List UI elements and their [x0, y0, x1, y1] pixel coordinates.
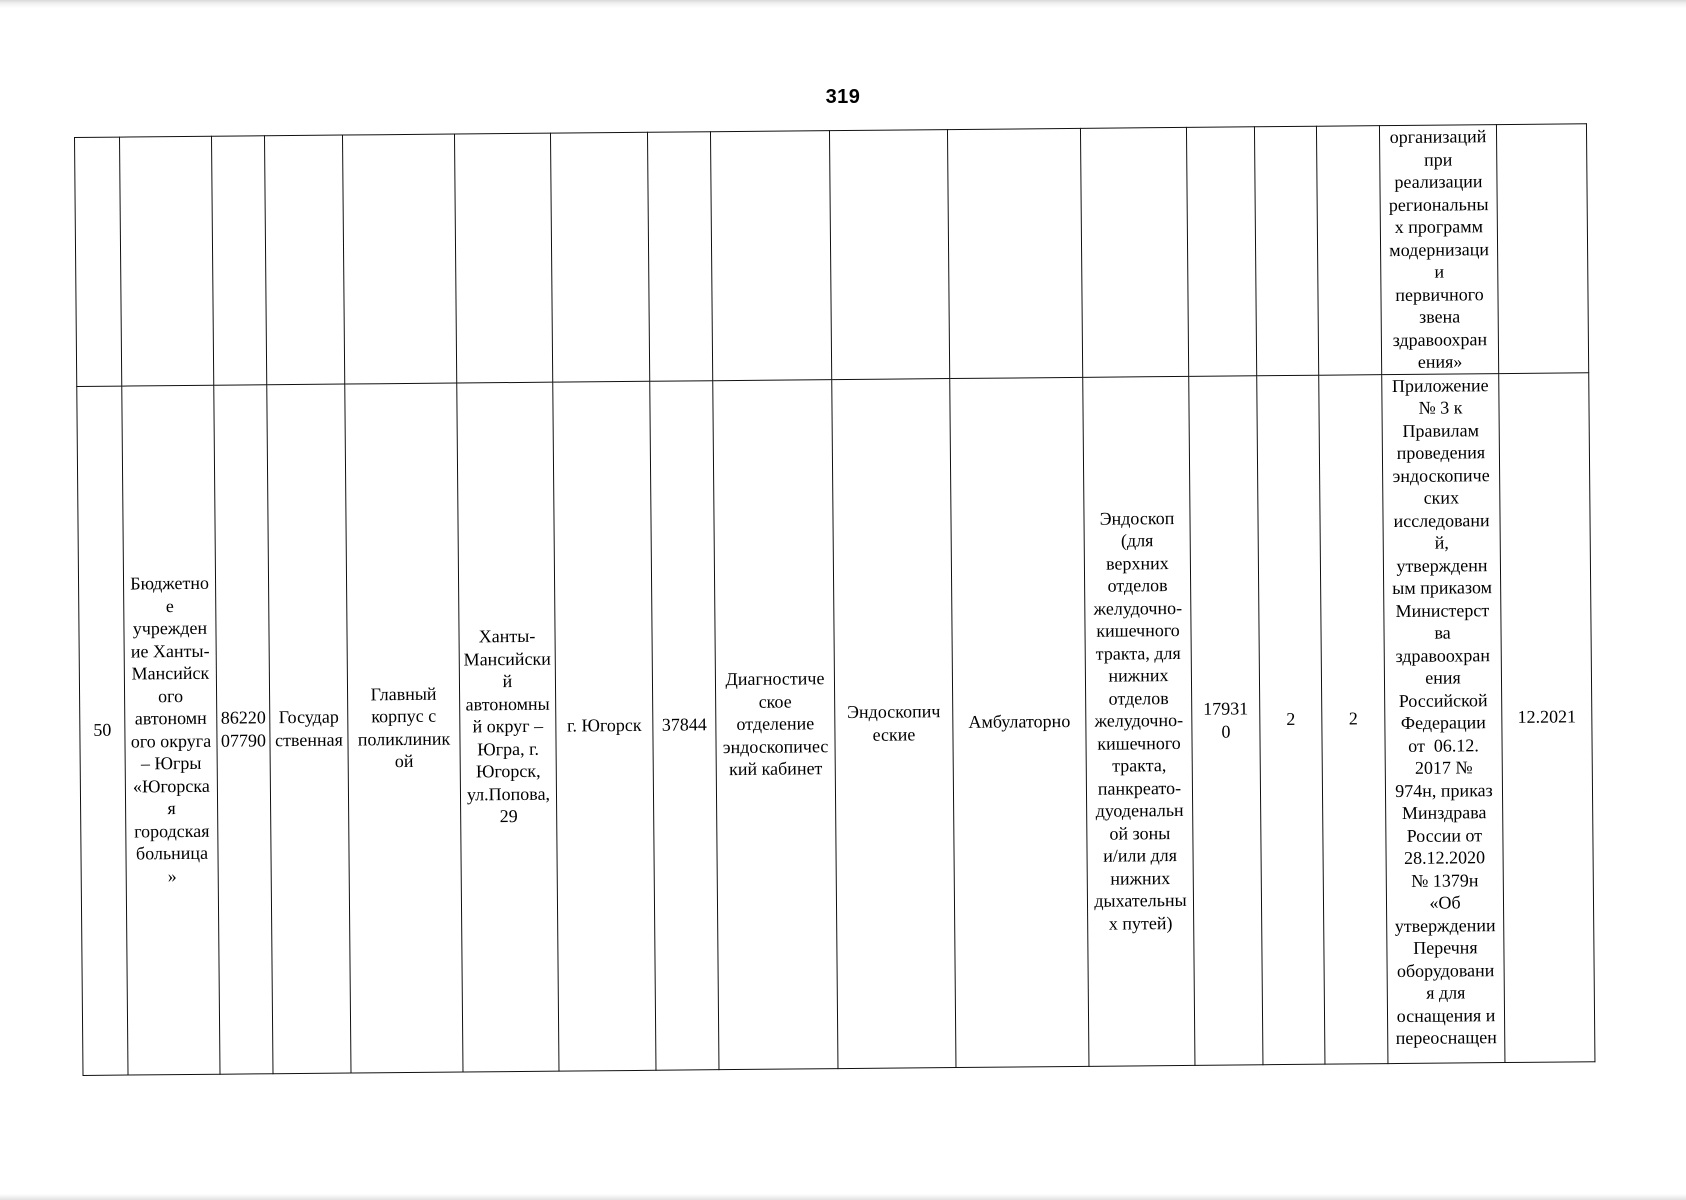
cell-building: Главный корпус с поликлиник ой	[345, 383, 463, 1073]
cell-empty	[1186, 127, 1256, 376]
cell-department: Диагностиче ское отделение эндоскопичес кий кабинет	[713, 379, 838, 1069]
cell-quantity-1: 2	[1257, 375, 1325, 1065]
cell-normative-act-continued: организаций при реализации региональны х программ модернизаци и первичного звена здравоохран ения»	[1379, 125, 1498, 375]
equipment-table	[74, 123, 1595, 1075]
cell-normative-act: Приложение № 3 к Правилам проведения эндоскопиче ских исследовани й, утвержденн ым приказом Министерст ва здравоохран ения Российской Федерации от 06.12. 2017 № 974н, приказ Минздрава России от 28.12.2020 № 1379н «Об утверждении Перечня оборудовани я для оснащения и переоснащен	[1382, 373, 1505, 1063]
cell-empty	[264, 135, 344, 384]
cell-empty	[647, 132, 712, 381]
scan-edge-bottom	[0, 1194, 1686, 1200]
cell-empty	[120, 136, 214, 385]
cell-date: 12.2021	[1499, 372, 1595, 1062]
cell-empty	[1316, 126, 1381, 375]
cell-empty	[75, 137, 122, 386]
cell-empty	[211, 136, 266, 385]
cell-equipment-type: Эндоскопич еские	[832, 378, 956, 1068]
cell-organization-name: Бюджетно е учрежден ие Ханты- Мансийск ого автономн ого округа – Югры «Югорска я городская больница »	[122, 385, 220, 1075]
cell-empty	[829, 130, 949, 380]
cell-care-conditions: Амбулаторно	[950, 377, 1089, 1067]
cell-empty	[1496, 124, 1588, 373]
cell-code: 86220 07790	[214, 384, 273, 1073]
cell-city: г. Югорск	[553, 381, 656, 1071]
cell-row-index: 50	[77, 386, 128, 1075]
table-row-continuation	[75, 124, 1589, 386]
cell-empty	[342, 134, 456, 384]
cell-equipment: Эндоскоп (для верхних отделов желудочно- кишечного тракта, для нижних отделов желудочно- кишечного тракта, панкреато- дуоденальн ой зоны и/или для нижних дыхательны х путей)	[1083, 376, 1195, 1066]
cell-empty	[550, 132, 649, 381]
cell-empty	[1080, 127, 1188, 376]
cell-address: Ханты- Мансийски й автономны й округ – Югра, г. Югорск, ул.Попова, 29	[457, 382, 559, 1072]
cell-quantity-2: 2	[1319, 374, 1388, 1064]
cell-empty	[454, 133, 552, 382]
scan-edge-top	[0, 0, 1686, 8]
cell-ownership: Государ ственная	[267, 384, 351, 1074]
cell-postal-code: 37844	[650, 380, 719, 1070]
cell-equipment-code: 17931 0	[1189, 375, 1263, 1065]
cell-empty	[947, 128, 1082, 378]
cell-empty	[710, 131, 831, 381]
table-row	[77, 372, 1595, 1075]
page-number: 319	[825, 86, 861, 108]
cell-empty	[1254, 126, 1318, 375]
